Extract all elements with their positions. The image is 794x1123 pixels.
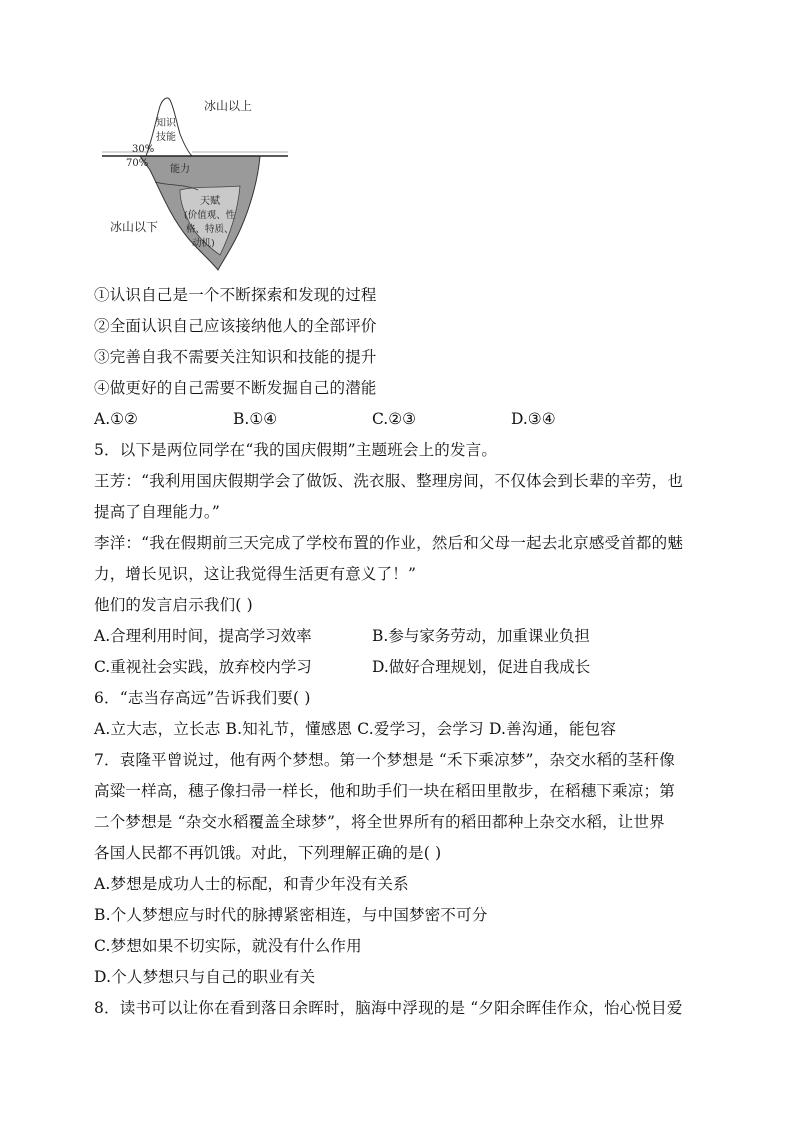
q5-option-b: B.参与家务劳动，加重课业负担 <box>372 627 590 645</box>
q5-question: 他们的发言启示我们( ) <box>94 596 253 614</box>
q4-option-d: D.③④ <box>511 410 556 428</box>
q6-stem: 6．“志当存高远”告诉我们要( ) <box>94 689 311 707</box>
q4-statement: ④做更好的自己需要不断发掘自己的潜能 <box>94 379 377 397</box>
ability-label: 能力 <box>170 164 190 175</box>
q5-lixiang-line-2: 力，增长见识，这让我觉得生活更有意义了！” <box>94 565 417 583</box>
q5-wangfang-line-1: 王芳：“我利用国庆假期学会了做饭、洗衣服、整理房间，不仅体会到长辈的辛劳，也 <box>94 472 684 490</box>
q4-statement: ②全面认识自己应该接纳他人的全部评价 <box>94 317 377 335</box>
q4-option-b: B.①④ <box>233 410 278 428</box>
q7-line-1: 7．袁隆平曾说过，他有两个梦想。第一个梦想是 “禾下乘凉梦”，杂交水稻的茎秆像 <box>94 751 675 769</box>
q5-option-a: A.合理利用时间，提高学习效率 <box>94 627 312 645</box>
q5-stem: 5．以下是两位同学在“我的国庆假期”主题班会上的发言。 <box>94 441 498 459</box>
talent-detail-1: (价值观、性 <box>184 210 236 221</box>
skill-label: 技能 <box>156 132 176 143</box>
q5-option-c: C.重视社会实践，放弃校内学习 <box>94 658 312 676</box>
q7-line-4: 各国人民都不再饥饿。对此，下列理解正确的是( ) <box>94 844 442 862</box>
q5-lixiang-line-1: 李洋：“我在假期前三天完成了学校布置的作业，然后和父母一起去北京感受首都的魅 <box>94 534 684 552</box>
q5-wangfang-line-2: 提高了自理能力。” <box>94 503 220 521</box>
below-label: 冰山以下 <box>110 220 159 234</box>
q8-line-1: 8．读书可以让你在看到落日余晖时，脑海中浮现的是 “夕阳余晖佳作众，怡心悦目爱 <box>94 999 683 1017</box>
q4-option-a: A.①② <box>94 410 138 428</box>
q7-option-d: D.个人梦想只与自己的职业有关 <box>94 968 316 986</box>
iceberg-figure <box>100 90 300 275</box>
q7-line-2: 高粱一样高，穗子像扫帚一样长，他和助手们一块在稻田里散步，在稻穗下乘凉；第 <box>94 782 675 800</box>
iceberg-diagram <box>100 90 300 275</box>
pct-70-label: 70% <box>126 158 149 169</box>
q4-option-c: C.②③ <box>372 410 417 428</box>
q6-options: A.立大志，立长志 B.知礼节，懂感恩 C.爱学习，会学习 D.善沟通，能包容 <box>94 720 617 738</box>
q7-option-b: B.个人梦想应与时代的脉搏紧密相连，与中国梦密不可分 <box>94 906 488 924</box>
above-label: 冰山以上 <box>204 99 253 113</box>
q7-option-c: C.梦想如果不切实际，就没有什么作用 <box>94 937 362 955</box>
knowledge-label: 知识 <box>156 118 176 129</box>
pct-30-label: 30% <box>132 144 155 155</box>
talent-detail-2: 格、特质、 <box>186 224 234 235</box>
q5-option-d: D.做好合理规划，促进自我成长 <box>372 658 591 676</box>
talent-label: 天赋 <box>200 196 220 207</box>
q7-line-3: 二个梦想是 “杂交水稻覆盖全球梦”，将全世界所有的稻田都种上杂交水稻，让世界 <box>94 813 665 831</box>
q4-statement: ①认识自己是一个不断探索和发现的过程 <box>94 286 377 304</box>
q7-option-a: A.梦想是成功人士的标配，和青少年没有关系 <box>94 875 409 893</box>
talent-detail-3: 动机) <box>192 238 215 249</box>
q4-statement: ③完善自我不需要关注知识和技能的提升 <box>94 348 377 366</box>
